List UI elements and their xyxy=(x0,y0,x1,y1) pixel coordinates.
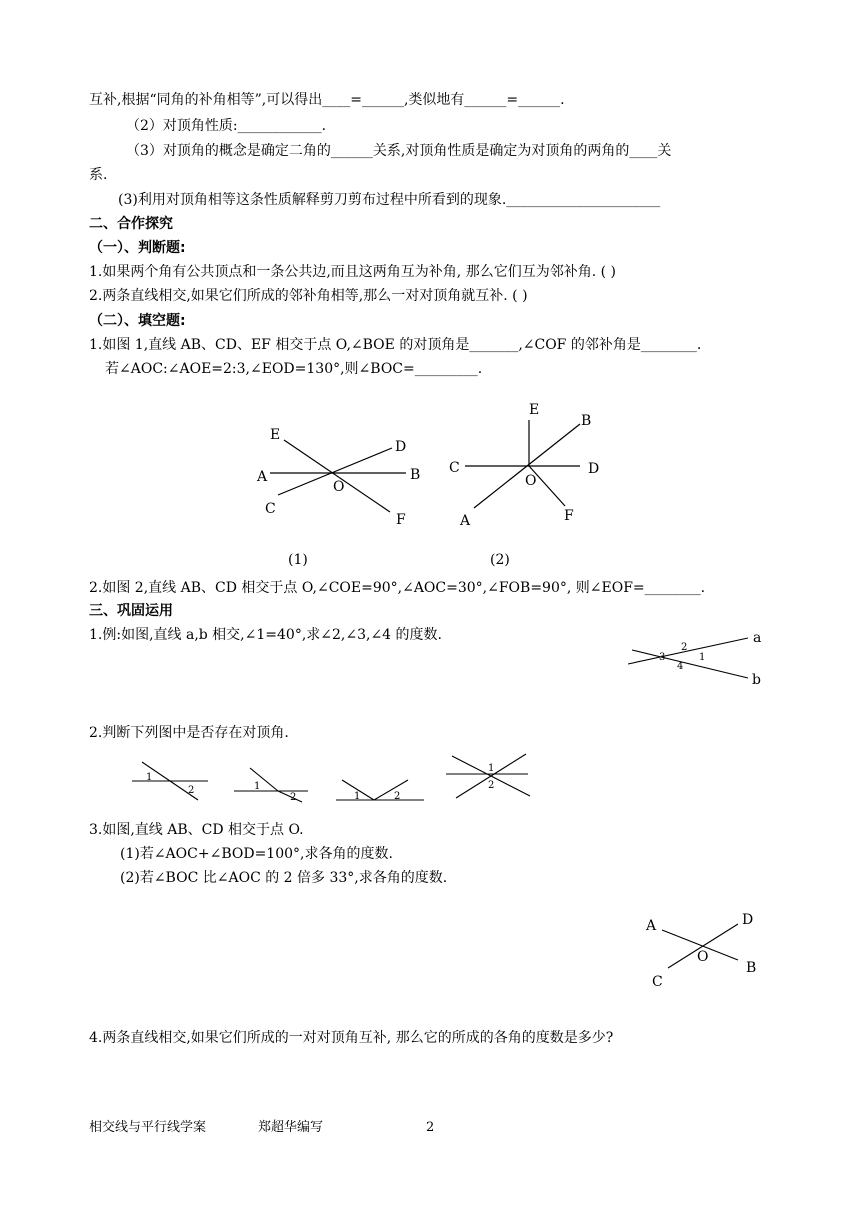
label-a: a xyxy=(753,630,762,646)
figure-1 xyxy=(248,400,448,540)
fig2-label-d: D xyxy=(588,461,600,477)
line-a xyxy=(628,638,748,664)
figure-q3 xyxy=(640,908,780,998)
angle-2-label: 2 xyxy=(290,792,297,803)
right-ray xyxy=(374,780,408,800)
intro-line-3: （3）对顶角的概念是确定二角的______关系,对顶角性质是确定为对顶角的两角的____关 xyxy=(126,143,672,159)
intro-line-1: 互补,根据“同角的补角相等”,可以得出____=______,类似地有______=______. xyxy=(89,92,565,108)
fig1-label-a: A xyxy=(257,469,268,485)
angle-1-label: 1 xyxy=(354,791,361,802)
fig1-label-b: B xyxy=(410,467,421,483)
fig1-label-f: F xyxy=(396,512,406,528)
label-b: b xyxy=(752,672,761,688)
angle-1-label: 1 xyxy=(699,652,706,663)
fig1-label-o: O xyxy=(333,479,345,495)
fig2-label-a: A xyxy=(460,513,471,529)
intro-line-3b: 系. xyxy=(89,167,108,183)
angle-2-label: 2 xyxy=(188,785,195,796)
intro-line-2: （2）对顶角性质:____________. xyxy=(126,118,327,134)
judge-title: （一）、判断题: xyxy=(89,240,186,256)
small-figure-4 xyxy=(444,750,544,810)
fill-question-2: 2.如图 2,直线 AB、CD 相交于点 O,∠COE=90°,∠AOC=30°,∠FOB=90°, 则∠EOF=________. xyxy=(89,580,706,596)
angle-1-label: 1 xyxy=(488,763,495,774)
fig2-label-f: F xyxy=(564,508,574,524)
figure-lines-a-b xyxy=(622,626,772,686)
label-d: D xyxy=(742,912,754,928)
footer-title: 相交线与平行线学案 xyxy=(89,1120,207,1135)
small-figure-3 xyxy=(332,768,432,814)
figure-1-caption: (1) xyxy=(288,552,308,568)
small-figure-1 xyxy=(128,758,218,804)
fig2-label-e: E xyxy=(529,402,540,418)
practice-question-3: 3.如图,直线 AB、CD 相交于点 O. xyxy=(89,822,304,838)
footer-author: 郑超华编写 xyxy=(258,1120,324,1135)
fig1-label-e: E xyxy=(270,427,281,443)
fill-question-1a: 1.如图 1,直线 AB、CD、EF 相交于点 O,∠BOE 的对顶角是_______,∠COF 的邻补角是________. xyxy=(89,337,702,353)
label-o: O xyxy=(697,949,709,965)
figure-2 xyxy=(440,398,640,538)
judge-question-2: 2.两条直线相交,如果它们所成的邻补角相等,那么一对对顶角就互补. ( ) xyxy=(89,288,528,304)
footer-page-number: 2 xyxy=(426,1120,435,1135)
section-2-title: 二、合作探究 xyxy=(89,216,173,232)
angle-1-label: 1 xyxy=(146,772,153,783)
label-c: C xyxy=(652,974,663,990)
practice-question-2: 2.判断下列图中是否存在对顶角. xyxy=(89,725,289,741)
angle-2-label: 2 xyxy=(488,780,495,791)
practice-question-1: 1.例:如图,直线 a,b 相交,∠1=40°,求∠2,∠3,∠4 的度数. xyxy=(89,627,442,643)
fig2-label-b: B xyxy=(581,413,592,429)
practice-question-4: 4.两条直线相交,如果它们所成的一对对顶角互补, 那么它的所成的各角的度数是多少? xyxy=(89,1030,614,1046)
fill-question-1b: 若∠AOC:∠AOE=2:3,∠EOD=130°,则∠BOC=_________. xyxy=(105,361,483,377)
fill-title: （二）、填空题: xyxy=(89,313,186,329)
label-a: A xyxy=(646,918,657,934)
practice-question-3b: (2)若∠BOC 比∠AOC 的 2 倍多 33°,求各角的度数. xyxy=(120,870,448,886)
angle-1-label: 1 xyxy=(254,781,261,792)
practice-question-3a: (1)若∠AOC+∠BOD=100°,求各角的度数. xyxy=(120,846,393,862)
section-3-title: 三、巩固运用 xyxy=(89,603,173,619)
angle-3-label: 3 xyxy=(659,652,666,663)
fig1-label-d: D xyxy=(395,439,407,455)
fig1-label-c: C xyxy=(265,501,276,517)
judge-question-1: 1.如果两个角有公共顶点和一条公共边,而且这两角互为补角, 那么它们互为邻补角. ( ) xyxy=(89,264,616,280)
small-figure-2 xyxy=(232,764,322,810)
line-ef xyxy=(284,440,390,512)
intro-line-4: (3)利用对顶角相等这条性质解释剪刀剪布过程中所看到的现象.______________________ xyxy=(118,192,661,208)
angle-2-label: 2 xyxy=(681,642,688,653)
fig2-label-c: C xyxy=(449,460,460,476)
angle-4-label: 4 xyxy=(677,661,684,672)
angle-2-label: 2 xyxy=(394,791,401,802)
line-b xyxy=(632,650,748,678)
figure-2-caption: (2) xyxy=(490,552,510,568)
cross-line-2 xyxy=(456,754,526,798)
fig2-label-o: O xyxy=(525,473,537,489)
label-b: B xyxy=(746,960,757,976)
